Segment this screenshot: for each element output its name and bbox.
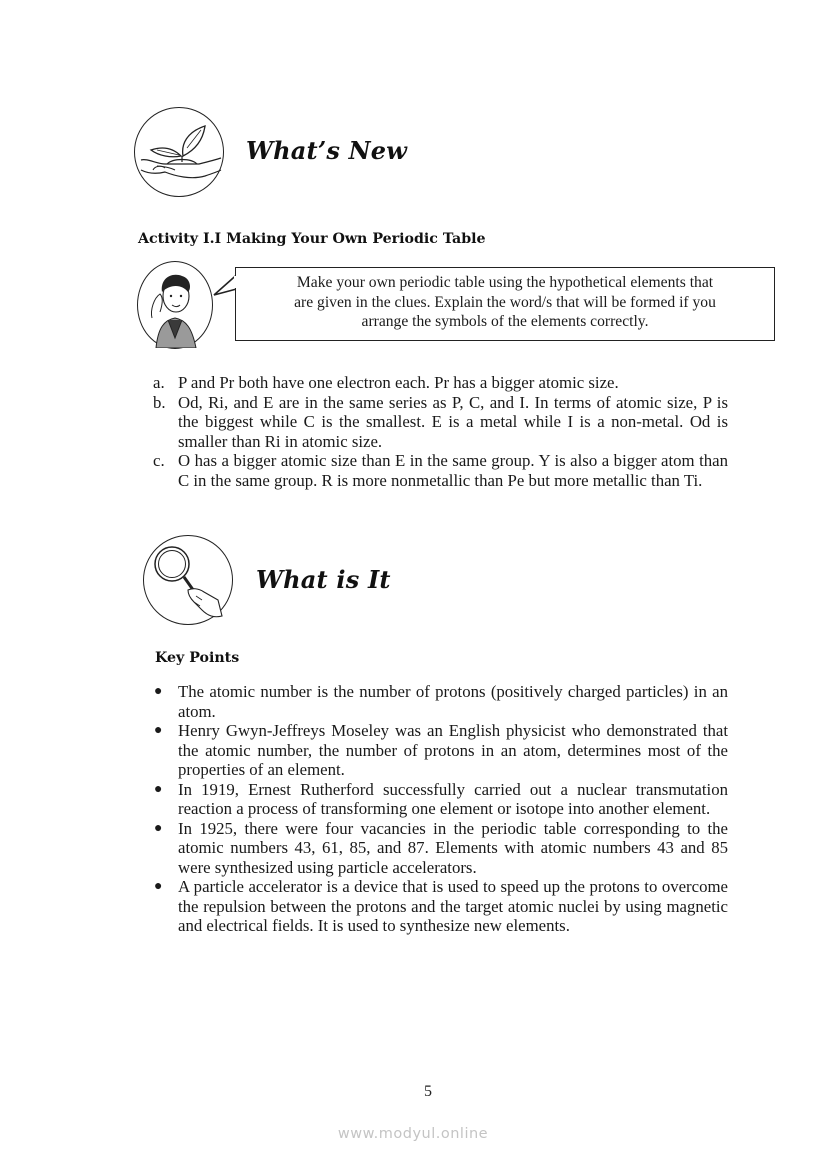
instruction-speech-bubble	[235, 267, 775, 341]
key-point-item	[153, 780, 728, 819]
key-points-title: Key Points	[155, 650, 240, 666]
clue-marker: a.	[153, 373, 165, 392]
key-point-text: Henry Gwyn-Jeffreys Moseley was an English physicist who demonstrated that the atomic number, the number of protons in an atom, determines most of the properties of an element.	[178, 721, 728, 779]
instruction-line: arrange the symbols of the elements correctly.	[361, 313, 649, 330]
key-point-item	[153, 682, 728, 721]
key-points-list	[153, 682, 728, 936]
what-is-it-title: What is It	[256, 565, 391, 594]
bullet-icon: ●	[154, 684, 163, 699]
clue-item	[153, 373, 728, 393]
clue-item	[153, 393, 728, 452]
key-point-item	[153, 877, 728, 936]
key-point-item	[153, 819, 728, 878]
clues-list	[153, 373, 728, 490]
activity-title: Activity I.I Making Your Own Periodic Table	[138, 231, 486, 247]
bullet-icon: ●	[154, 723, 163, 738]
bullet-icon: ●	[154, 820, 163, 836]
plant-in-hand-icon	[134, 107, 224, 197]
key-point-text: In 1919, Ernest Rutherford successfully carried out a nuclear transmutation reaction a process of transforming one element or isotope into another element.	[178, 779, 728, 818]
key-point-text: A particle accelerator is a device that is used to speed up the protons to overcome the repulsion between the protons and the target atomic nuclei by using magnetic and electrical fields. It is used to synthesize new elements.	[178, 877, 728, 935]
page-number: 5	[424, 1083, 432, 1100]
bullet-icon: ●	[154, 781, 163, 797]
clue-text: Od, Ri, and E are in the same series as P, C, and I. In terms of atomic size, P is the biggest while C is the smallest. E is a metal while I is a non-metal. Od is smaller than Ri in atomic size.	[178, 392, 728, 451]
teacher-avatar-icon	[137, 261, 213, 349]
bubble-tail-join	[234, 276, 237, 288]
key-point-text: In 1925, there were four vacancies in the periodic table corresponding to the atomic numbers 43, 61, 85, and 87. Elements with atomic numbers 43 and 85 were synthesized using particle accelerators.	[178, 818, 728, 877]
bullet-icon: ●	[154, 879, 163, 894]
whats-new-title: What’s New	[246, 136, 408, 165]
clue-text: O has a bigger atomic size than E in the same group. Y is also a bigger atom than C in the same group. R is more nonmetallic than Pe but more metallic than Ti.	[178, 451, 728, 490]
key-point-item	[153, 721, 728, 780]
clue-marker: b.	[153, 392, 166, 412]
instruction-text	[236, 273, 774, 332]
instruction-line: are given in the clues. Explain the word/s that will be formed if you	[294, 293, 716, 311]
clue-item	[153, 451, 728, 490]
watermark: www.modyul.online	[337, 1126, 489, 1142]
clue-marker: c.	[153, 451, 165, 470]
magnifying-glass-icon	[143, 535, 233, 625]
instruction-line: Make your own periodic table using the hypothetical elements that	[296, 274, 714, 291]
clue-text: P and Pr both have one electron each. Pr has a bigger atomic size.	[178, 373, 619, 392]
key-point-text: The atomic number is the number of protons (positively charged particles) in an atom.	[178, 682, 728, 721]
